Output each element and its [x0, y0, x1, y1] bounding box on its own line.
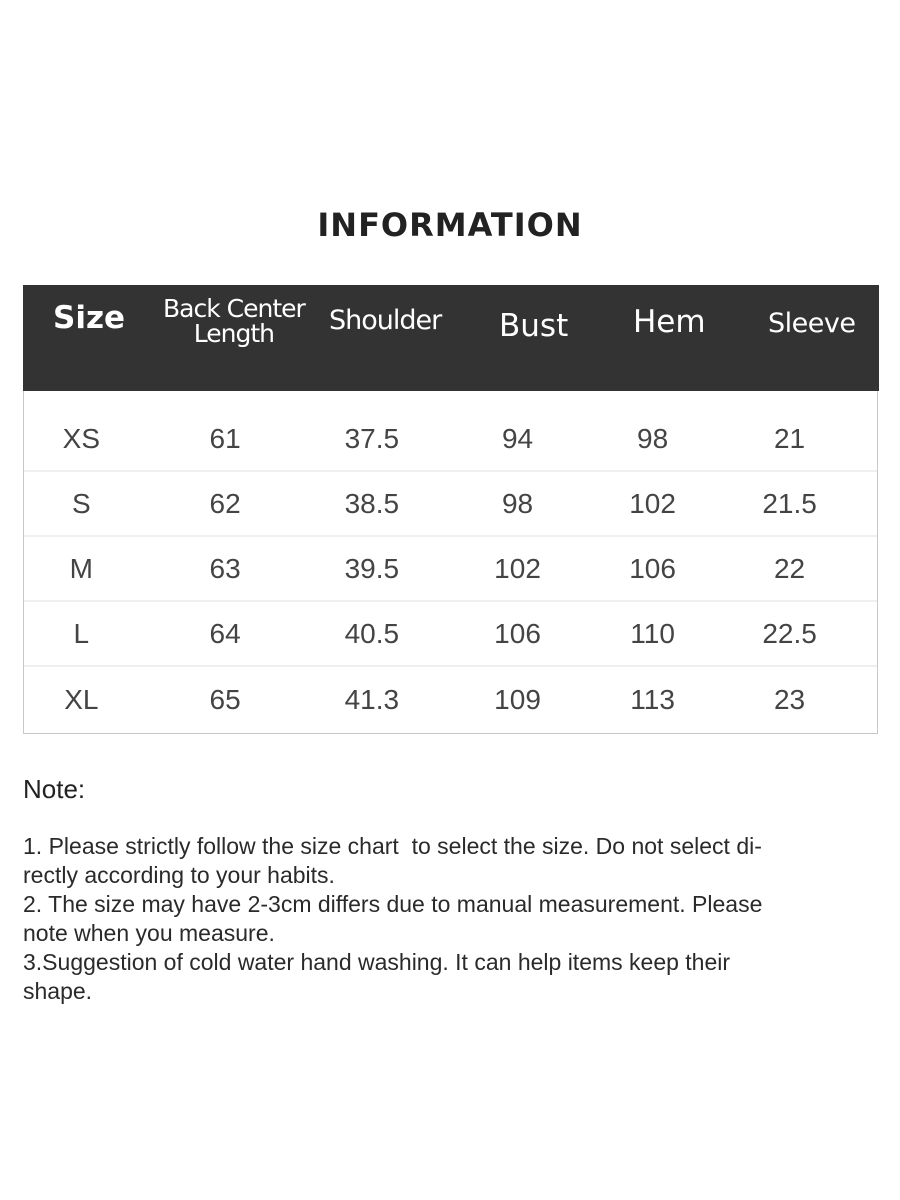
cell-hem: 106	[629, 552, 676, 584]
cell-back-center-length: 65	[209, 684, 241, 715]
cell-size: M	[69, 552, 93, 584]
table-body	[24, 391, 877, 733]
header-bust: Bust	[499, 308, 569, 344]
cell-bust: 98	[501, 487, 534, 519]
cell-back-center-length: 63	[209, 552, 241, 584]
cell-shoulder: 41.3	[344, 684, 400, 715]
note-line: 2. The size may have 2-3cm differs due to manual measurement. Please	[23, 891, 763, 917]
cell-size: XL	[64, 684, 99, 715]
cell-size: XS	[62, 422, 100, 454]
size-chart-table	[23, 285, 878, 734]
note-line: shape.	[23, 978, 93, 1004]
cell-bust: 94	[501, 422, 534, 454]
cell-hem: 98	[637, 422, 669, 454]
note-body	[23, 832, 853, 1006]
cell-back-center-length: 62	[209, 487, 241, 519]
table-row	[24, 537, 877, 602]
cell-back-center-length: 61	[209, 422, 241, 454]
note-line: rectly according to your habits.	[23, 862, 335, 888]
cell-shoulder: 37.5	[344, 422, 400, 454]
table-header	[23, 285, 879, 391]
cell-shoulder: 39.5	[344, 552, 400, 584]
cell-sleeve: 23	[773, 684, 806, 715]
cell-shoulder: 38.5	[344, 487, 400, 519]
cell-hem: 110	[630, 617, 675, 649]
cell-sleeve: 22.5	[762, 617, 817, 649]
cell-size: L	[73, 617, 90, 649]
header-shoulder: Shoulder	[329, 305, 442, 336]
header-back-center-length-line2: Length	[193, 319, 275, 348]
header-back-center-length	[163, 296, 305, 346]
cell-hem: 113	[630, 684, 675, 715]
cell-back-center-length: 64	[209, 617, 241, 649]
table-row	[24, 667, 877, 733]
cell-shoulder: 40.5	[344, 617, 400, 649]
cell-hem: 102	[629, 487, 676, 519]
header-size: Size	[53, 300, 126, 336]
note-line: note when you measure.	[23, 920, 275, 946]
cell-size: S	[71, 487, 91, 519]
cell-bust: 109	[494, 684, 541, 715]
note-title: Note:	[23, 774, 86, 804]
table-row	[24, 602, 877, 667]
header-sleeve: Sleeve	[768, 308, 856, 339]
page-title: INFORMATION	[317, 206, 583, 244]
cell-bust: 102	[494, 552, 541, 584]
header-back-center-length-line1: Back Center	[163, 294, 305, 323]
cell-sleeve: 21.5	[762, 487, 817, 519]
note-line: 1. Please strictly follow the size chart to select the size. Do not select di-	[23, 833, 762, 859]
cell-sleeve: 21	[773, 422, 806, 454]
table-row	[24, 407, 877, 472]
table-row	[24, 472, 877, 537]
cell-sleeve: 22	[773, 552, 806, 584]
cell-bust: 106	[494, 617, 541, 649]
note-line: 3.Suggestion of cold water hand washing. It can help items keep their	[23, 949, 731, 975]
header-hem: Hem	[633, 304, 706, 340]
